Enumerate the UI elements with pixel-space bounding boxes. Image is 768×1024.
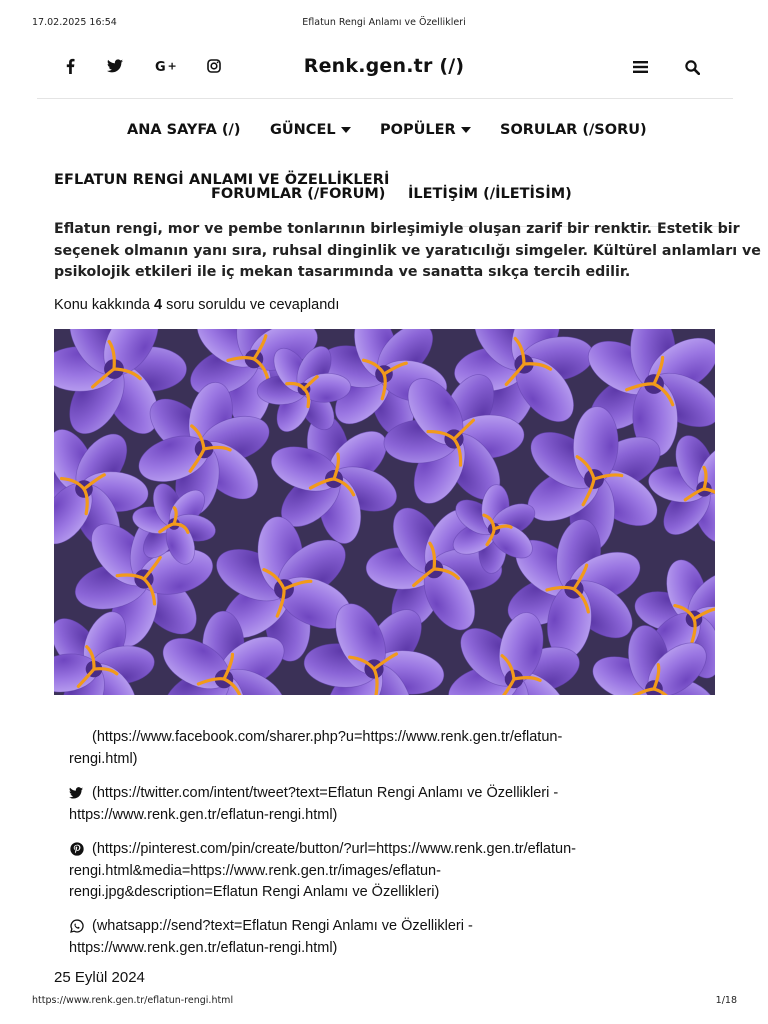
- intro-line: seçenek olmanın yanı sıra, ruhsal dinginlik ve yaratıcılığı simgeler. Kültürel anlamları ve: [54, 242, 761, 259]
- search-icon[interactable]: [685, 60, 700, 75]
- nav-popular[interactable]: [380, 122, 471, 138]
- svg-text:G: G: [155, 60, 166, 73]
- article-hero-image: [54, 329, 715, 695]
- nav-home-label: ANA SAYFA (/): [127, 122, 241, 138]
- share-url-line: rengi.html&media=https://www.renk.gen.tr/images/eflatun-: [69, 862, 441, 879]
- print-footer-url: https://www.renk.gen.tr/eflatun-rengi.html: [32, 995, 234, 1006]
- nav-contact[interactable]: [408, 186, 572, 202]
- question-count-suffix: soru soruldu ve cevaplandı: [162, 297, 340, 313]
- whatsapp-icon: [70, 919, 84, 933]
- print-page-number: 1/18: [715, 995, 737, 1006]
- question-count-text: [54, 297, 339, 313]
- share-url-line: https://www.renk.gen.tr/eflatun-rengi.html): [69, 939, 338, 956]
- nav-contact-label: İLETİŞİM (/İLETİSİM): [408, 186, 572, 202]
- header-divider: [37, 98, 733, 99]
- page-title: EFLATUN RENGİ ANLAMI VE ÖZELLİKLERİ: [54, 172, 390, 188]
- nav-questions-label: SORULAR (/SORU): [500, 122, 647, 138]
- question-count-prefix: Konu kakkında: [54, 297, 154, 313]
- share-url-line: https://www.renk.gen.tr/eflatun-rengi.html): [69, 806, 338, 823]
- share-url-line: rengi.html): [69, 750, 138, 767]
- nav-current-label: GÜNCEL: [270, 122, 336, 138]
- facebook-icon: [54, 730, 68, 744]
- intro-line: psikolojik etkileri ile iç mekan tasarımında ve sanatta sıkça tercih edilir.: [54, 264, 631, 280]
- share-url-line: (https://www.facebook.com/sharer.php?u=https://www.renk.gen.tr/eflatun-: [92, 729, 563, 745]
- twitter-icon: [69, 786, 83, 800]
- caret-down-icon: [341, 127, 351, 133]
- print-doc-title: Eflatun Rengi Anlamı ve Özellikleri: [302, 17, 466, 28]
- nav-home[interactable]: [127, 122, 240, 138]
- hamburger-menu-icon[interactable]: [633, 61, 648, 73]
- nav-forums-label: FORUMLAR (/FORUM): [211, 186, 386, 202]
- share-whatsapp-link[interactable]: [54, 916, 674, 959]
- share-url-line: (whatsapp://send?text=Eflatun Rengi Anlamı ve Özellikleri -: [92, 918, 473, 934]
- pinterest-icon: [70, 842, 84, 856]
- share-url-line: rengi.jpg&description=Eflatun Rengi Anlamı ve Özellikleri): [69, 884, 440, 900]
- share-pinterest-link[interactable]: [54, 839, 674, 904]
- nav-current[interactable]: [270, 122, 351, 138]
- article-intro: [54, 219, 761, 284]
- share-twitter-link[interactable]: [54, 783, 674, 826]
- intro-line: Eflatun rengi, mor ve pembe tonlarının birleşimiyle oluşan zarif bir renktir. Estetik bir: [54, 221, 740, 237]
- nav-questions[interactable]: [500, 122, 647, 138]
- share-facebook-link[interactable]: [54, 727, 674, 770]
- nav-forums[interactable]: [211, 186, 385, 202]
- nav-popular-label: POPÜLER: [380, 122, 456, 138]
- site-brand-link[interactable]: Renk.gen.tr (/): [303, 55, 465, 77]
- print-datetime: 17.02.2025 16:54: [32, 17, 117, 28]
- question-count-number: 4: [153, 297, 163, 313]
- caret-down-icon: [461, 127, 471, 133]
- share-url-line: (https://twitter.com/intent/tweet?text=Eflatun Rengi Anlamı ve Özellikleri -: [92, 785, 559, 801]
- svg-text:+: +: [167, 59, 177, 73]
- crocus-flowers-image: [54, 329, 715, 695]
- article-date: 25 Eylül 2024: [54, 969, 145, 986]
- share-url-line: (https://pinterest.com/pin/create/button/?url=https://www.renk.gen.tr/eflatun-: [92, 841, 576, 857]
